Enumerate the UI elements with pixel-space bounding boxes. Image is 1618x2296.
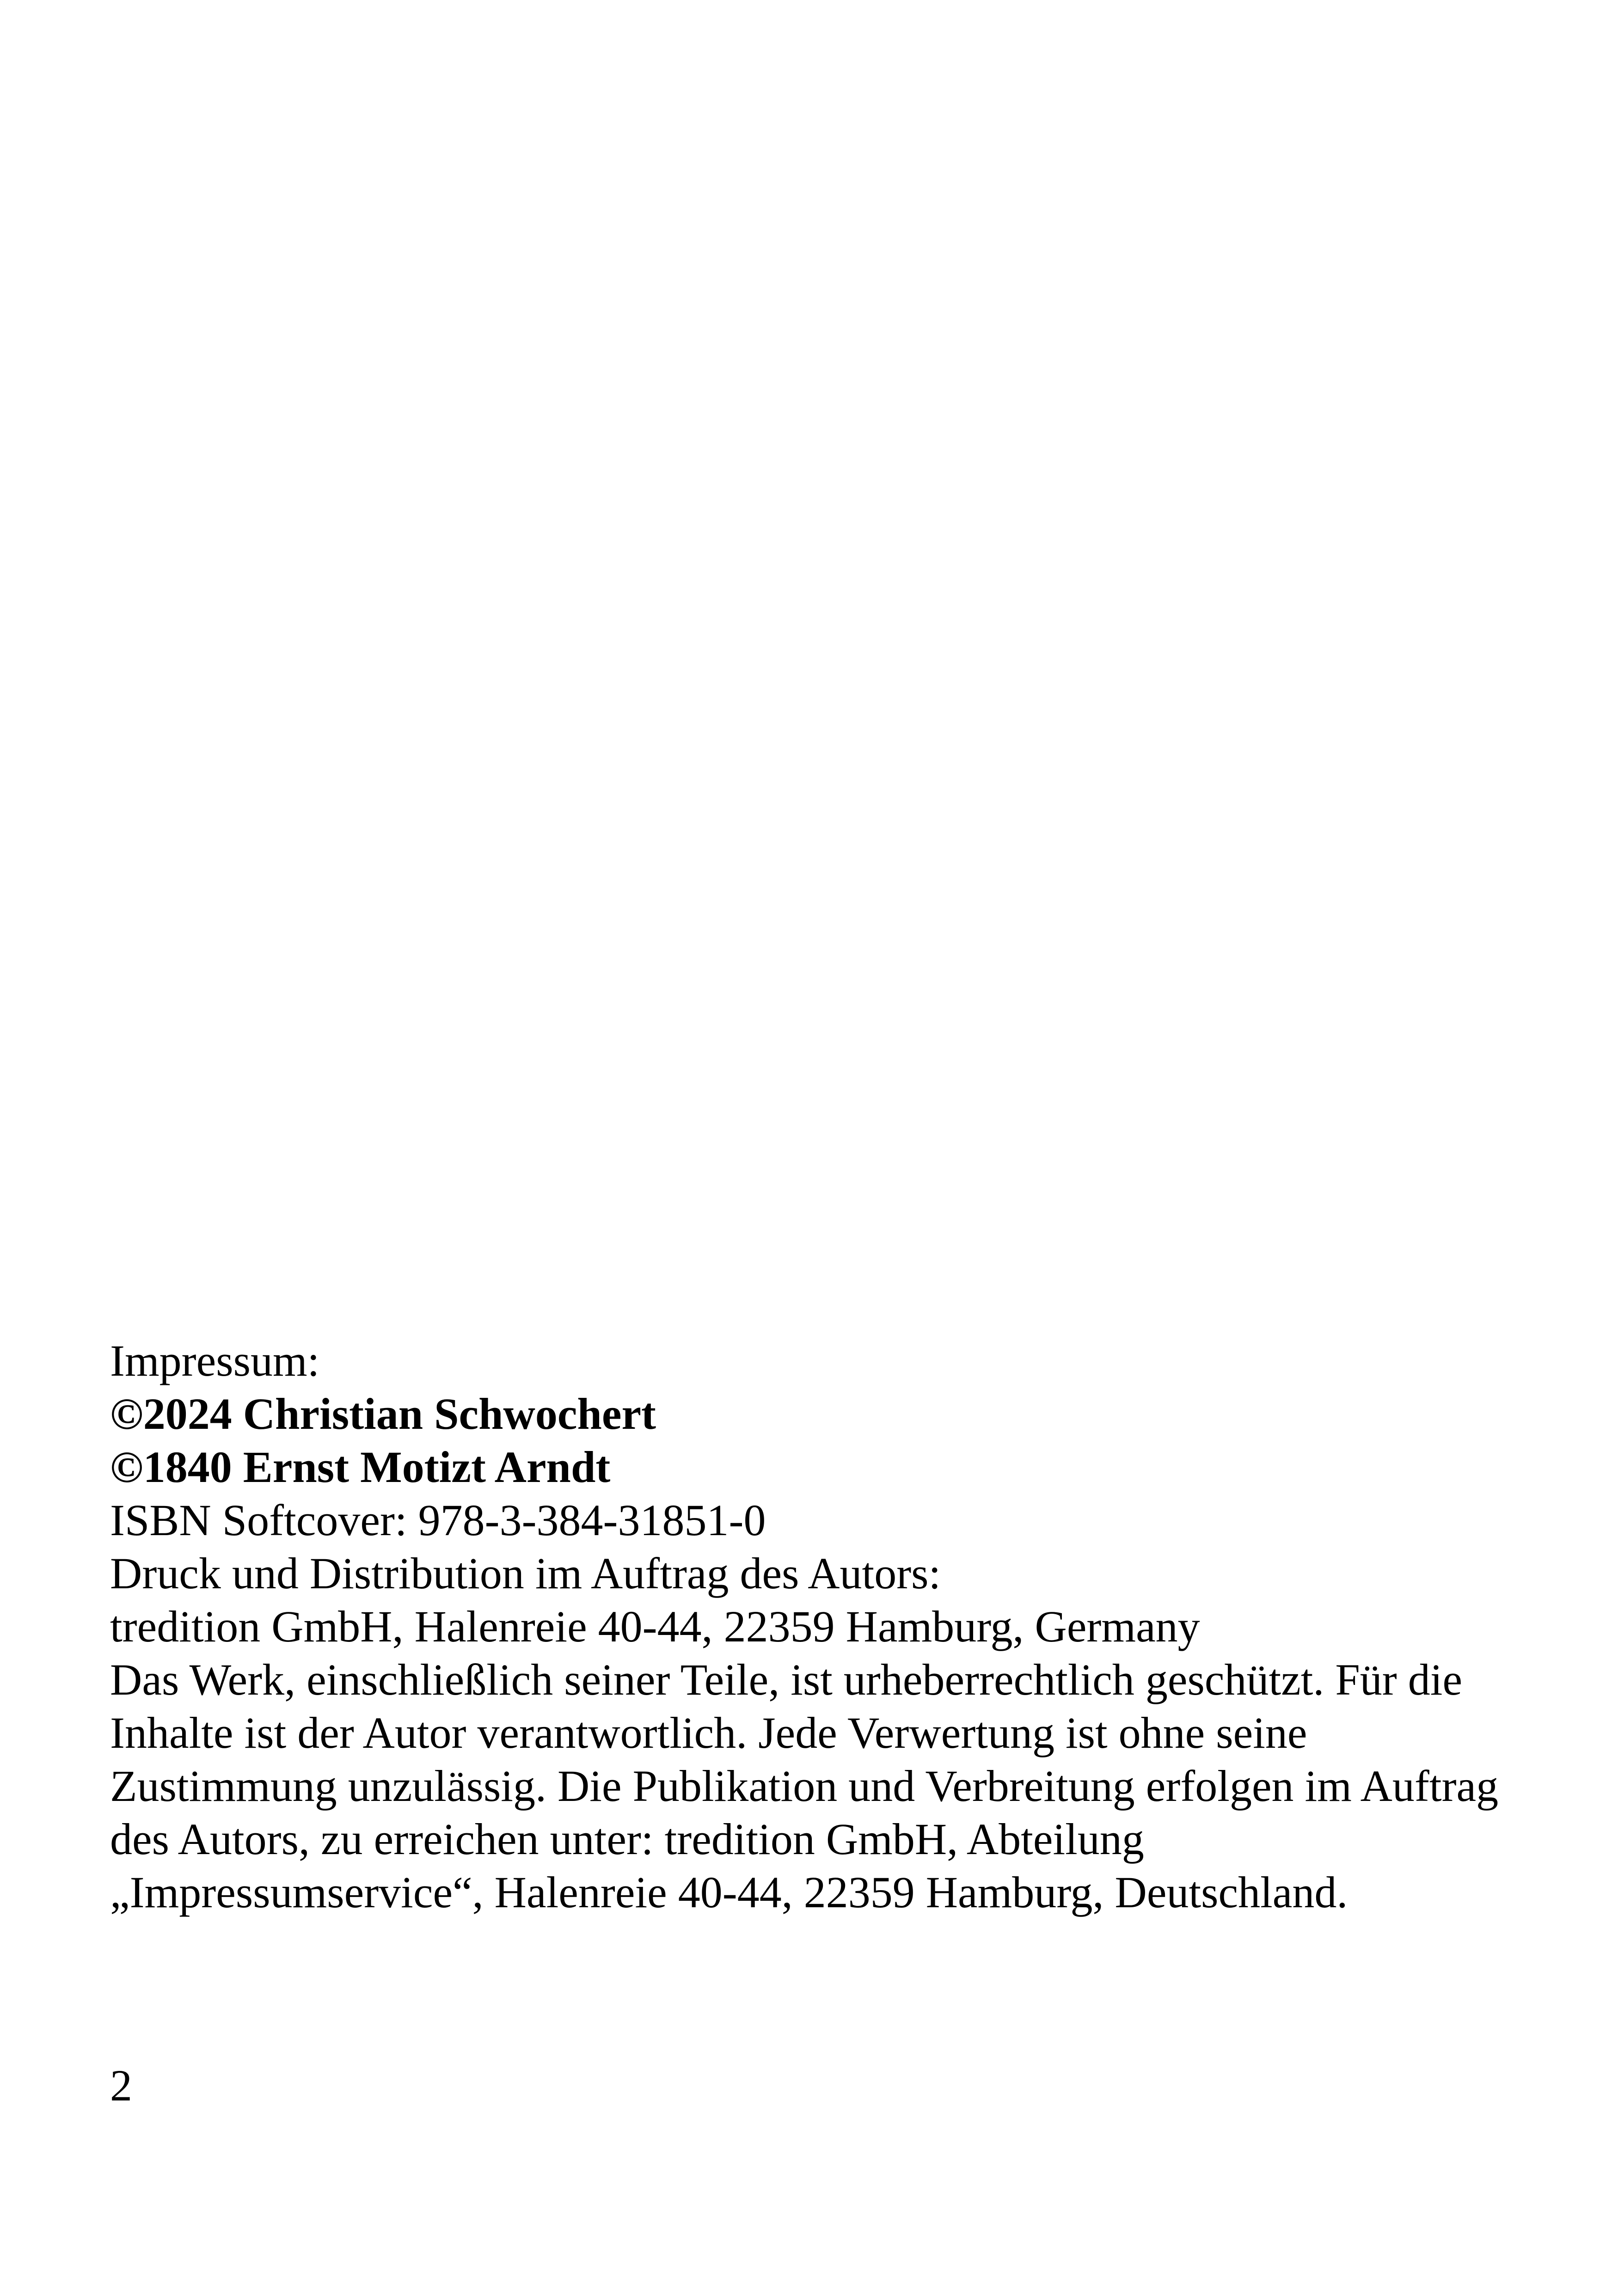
isbn-line: ISBN Softcover: 978-3-384-31851-0: [110, 1495, 766, 1545]
publisher-address: tredition GmbH, Halenreie 40-44, 22359 Hamburg, Germany: [110, 1602, 1200, 1651]
imprint-heading: Impressum:: [110, 1336, 320, 1385]
copyright-line-current: ©2024 Christian Schwochert: [110, 1389, 656, 1439]
page-number: 2: [110, 2061, 132, 2110]
copyright-line-original: ©1840 Ernst Motizt Arndt: [110, 1442, 611, 1492]
imprint-block: [110, 1334, 1525, 1919]
legal-notice: Das Werk, einschließlich seiner Teile, ist urheberrechtlich geschützt. Für die Inhalte ist der Autor verantwortlich. Jede Verwertung ist ohne seine Zustimmung unzulässig. Die Publikation und Verbreitung erfolgen im Auftrag des Autors, zu erreichen unter: tredition GmbH, Abteilung „Impressumservice“, Halenreie 40-44, 22359 Hamburg, Deutschland.: [110, 1655, 1499, 1917]
distribution-note: Druck und Distribution im Auftrag des Autors:: [110, 1549, 941, 1598]
